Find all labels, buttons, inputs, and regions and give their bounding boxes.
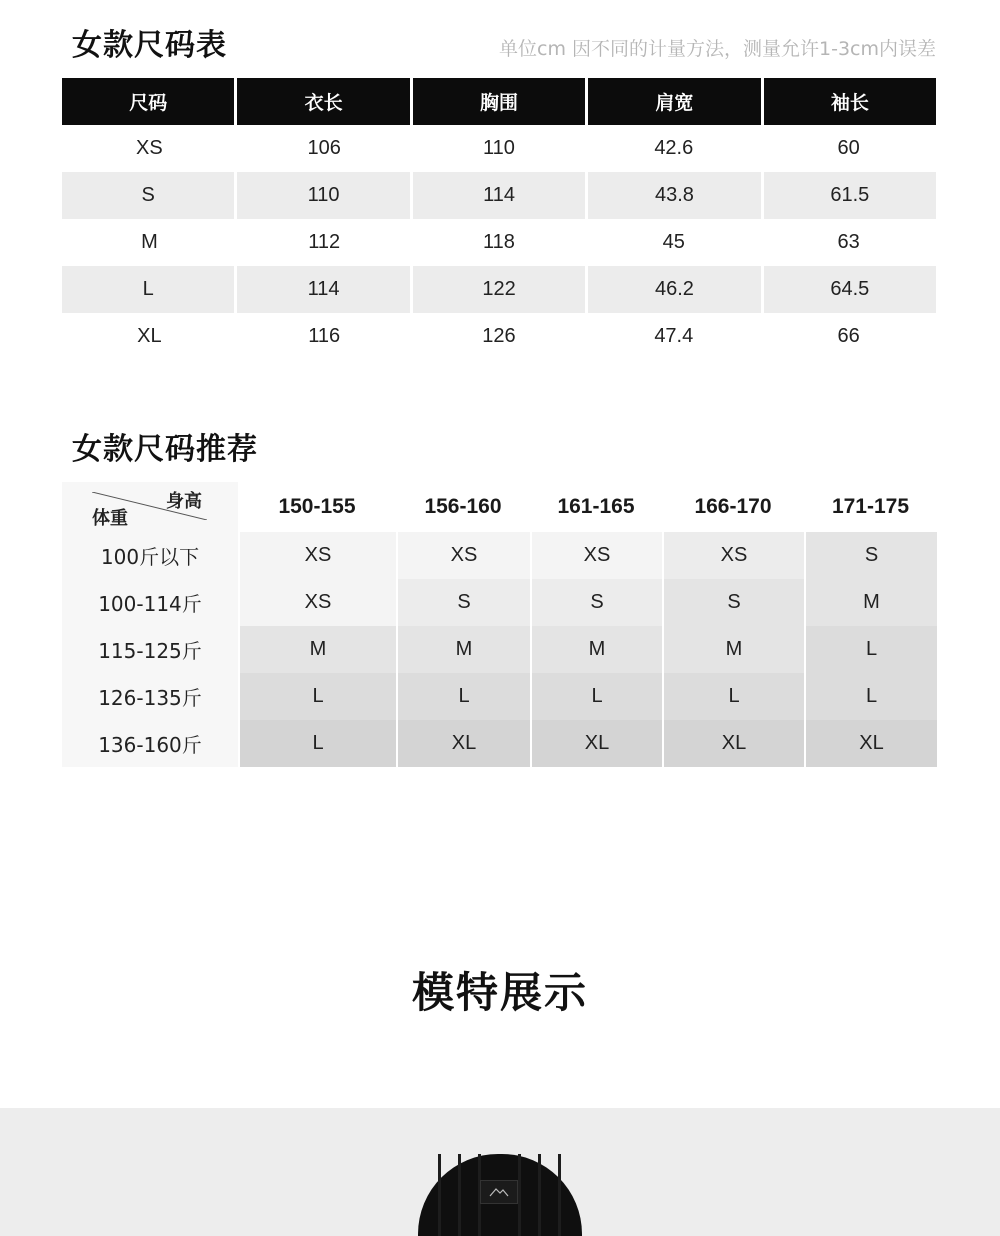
weight-label: 体重 bbox=[92, 508, 128, 529]
height-range: 150-155 bbox=[238, 482, 396, 532]
size-cell: L bbox=[804, 626, 937, 673]
size-chart-table bbox=[62, 78, 936, 360]
size-cell: L bbox=[662, 673, 804, 720]
size-cell: L bbox=[238, 673, 396, 720]
cell: 126 bbox=[482, 325, 516, 347]
weight-range: 126-135斤 bbox=[62, 673, 238, 720]
cell: 43.8 bbox=[588, 172, 763, 219]
header-size: 尺码 bbox=[62, 78, 237, 125]
table-corner bbox=[62, 482, 238, 532]
table-row bbox=[62, 579, 937, 626]
size-cell: L bbox=[238, 720, 396, 767]
cell: M bbox=[141, 231, 158, 253]
table-row bbox=[62, 673, 937, 720]
cell: 122 bbox=[413, 266, 588, 313]
cell: XS bbox=[136, 137, 163, 159]
beanie-icon bbox=[418, 1154, 582, 1236]
beanie-rib bbox=[518, 1154, 521, 1236]
size-cell: XS bbox=[530, 532, 662, 579]
size-cell: S bbox=[530, 579, 662, 626]
size-cell: XS bbox=[662, 532, 804, 579]
height-range: 156-160 bbox=[396, 482, 530, 532]
weight-range: 136-160斤 bbox=[62, 720, 238, 767]
size-cell: S bbox=[396, 579, 530, 626]
table-row bbox=[62, 313, 936, 360]
beanie-rib bbox=[438, 1154, 441, 1236]
cell: L bbox=[62, 266, 237, 313]
cell: 64.5 bbox=[764, 266, 936, 313]
cell: 114 bbox=[237, 266, 412, 313]
table-row bbox=[62, 532, 937, 579]
size-cell: M bbox=[396, 626, 530, 673]
recommend-table bbox=[62, 482, 937, 767]
height-label: 身高 bbox=[166, 491, 202, 512]
size-cell: XL bbox=[804, 720, 937, 767]
header-chest: 胸围 bbox=[413, 78, 588, 125]
size-cell: XL bbox=[530, 720, 662, 767]
size-cell: L bbox=[804, 673, 937, 720]
size-cell: XL bbox=[396, 720, 530, 767]
recommend-header-row bbox=[62, 482, 937, 532]
beanie-rib bbox=[458, 1154, 461, 1236]
cell: 114 bbox=[413, 172, 588, 219]
height-range: 161-165 bbox=[530, 482, 662, 532]
table-row bbox=[62, 626, 937, 673]
cell: 63 bbox=[837, 231, 860, 253]
cell: 106 bbox=[307, 137, 341, 159]
size-cell: M bbox=[238, 626, 396, 673]
weight-range: 100-114斤 bbox=[62, 579, 238, 626]
header-shoulder: 肩宽 bbox=[588, 78, 763, 125]
cell: 45 bbox=[662, 231, 685, 253]
cell: 60 bbox=[837, 137, 860, 159]
size-cell: L bbox=[530, 673, 662, 720]
size-cell: S bbox=[662, 579, 804, 626]
model-photo bbox=[0, 1108, 1000, 1236]
height-range: 171-175 bbox=[804, 482, 937, 532]
cell: 110 bbox=[237, 172, 412, 219]
size-cell: M bbox=[530, 626, 662, 673]
cell: 112 bbox=[308, 231, 341, 253]
table-row bbox=[62, 125, 936, 172]
size-cell: L bbox=[396, 673, 530, 720]
cell: 110 bbox=[483, 137, 515, 159]
size-cell: S bbox=[804, 532, 937, 579]
header-sleeve: 袖长 bbox=[764, 78, 936, 125]
mountain-logo-icon bbox=[488, 1186, 510, 1198]
size-cell: M bbox=[804, 579, 937, 626]
table-row bbox=[62, 219, 936, 266]
cell: 66 bbox=[837, 325, 860, 347]
header-length: 衣长 bbox=[237, 78, 412, 125]
size-chart-header-row bbox=[62, 78, 936, 125]
cell: 61.5 bbox=[764, 172, 936, 219]
size-chart-title: 女款尺码表 bbox=[72, 28, 227, 63]
cell: S bbox=[62, 172, 237, 219]
beanie-rib bbox=[538, 1154, 541, 1236]
size-cell: XS bbox=[238, 579, 396, 626]
cell: 46.2 bbox=[588, 266, 763, 313]
weight-range: 100斤以下 bbox=[62, 532, 238, 579]
cell: 42.6 bbox=[654, 137, 694, 159]
beanie-rib bbox=[558, 1154, 561, 1236]
table-row bbox=[62, 266, 936, 313]
height-range: 166-170 bbox=[662, 482, 804, 532]
size-cell: M bbox=[662, 626, 804, 673]
cell: 47.4 bbox=[654, 325, 694, 347]
size-cell: XS bbox=[396, 532, 530, 579]
size-cell: XL bbox=[662, 720, 804, 767]
model-section-title: 模特展示 bbox=[411, 968, 588, 1017]
size-cell: XS bbox=[238, 532, 396, 579]
brand-tag-icon bbox=[480, 1180, 518, 1204]
cell: XL bbox=[137, 325, 162, 347]
cell: 116 bbox=[308, 325, 341, 347]
table-row bbox=[62, 172, 936, 219]
measurement-note: 单位cm 因不同的计量方法，测量允许1-3cm内误差 bbox=[499, 38, 936, 60]
weight-range: 115-125斤 bbox=[62, 626, 238, 673]
cell: 118 bbox=[483, 231, 515, 253]
table-row bbox=[62, 720, 937, 767]
recommend-title: 女款尺码推荐 bbox=[72, 432, 258, 467]
